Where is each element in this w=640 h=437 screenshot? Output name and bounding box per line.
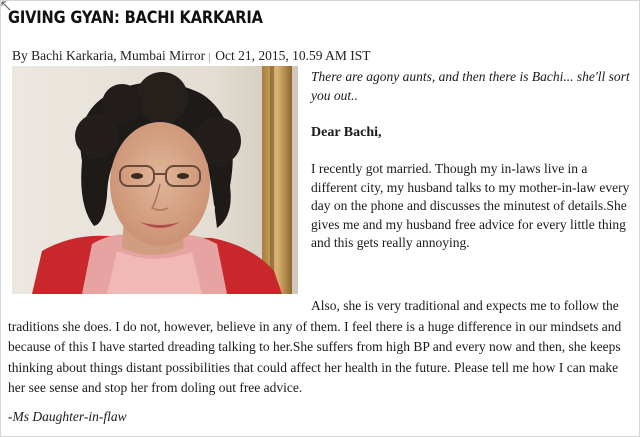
byline-separator: | [208,51,211,63]
author-photo [12,66,298,294]
byline-date: Oct 21, 2015, 10.59 AM IST [215,48,371,63]
letter-paragraph-1: I recently got married. Though my in-laws live in a different city, my husband talks to my mother-in-law every day on the phone and discusses the minutest of details.She gives me and my husband free advice for every little thing and this gets really annoying. [311,161,630,250]
letter-paragraph-2: Also, she is very traditional and expects me to follow the traditions she does. I do not, however, believe in any of them. I feel there is a huge difference in our mindsets and because of this I have started dreading talking to her.She suffers from high BP and every now and then, she keeps thinking about things distant possibilities that could affect her health in the future. Please tell me how I can make her see sense and stop her from doling out free advice. [8,298,622,395]
letter-signoff: -Ms Daughter-in-flaw [8,409,127,424]
article-title: GIVING GYAN: BACHI KARKARIA [8,8,263,28]
byline [12,48,371,64]
byline-author: By Bachi Karkaria, Mumbai Mirror [12,48,206,63]
article-intro: There are agony aunts, and then there is Bachi... she'll sort you out.. [311,69,630,103]
author-portrait-icon [12,66,298,294]
letter-salutation: Dear Bachi, [311,125,382,140]
